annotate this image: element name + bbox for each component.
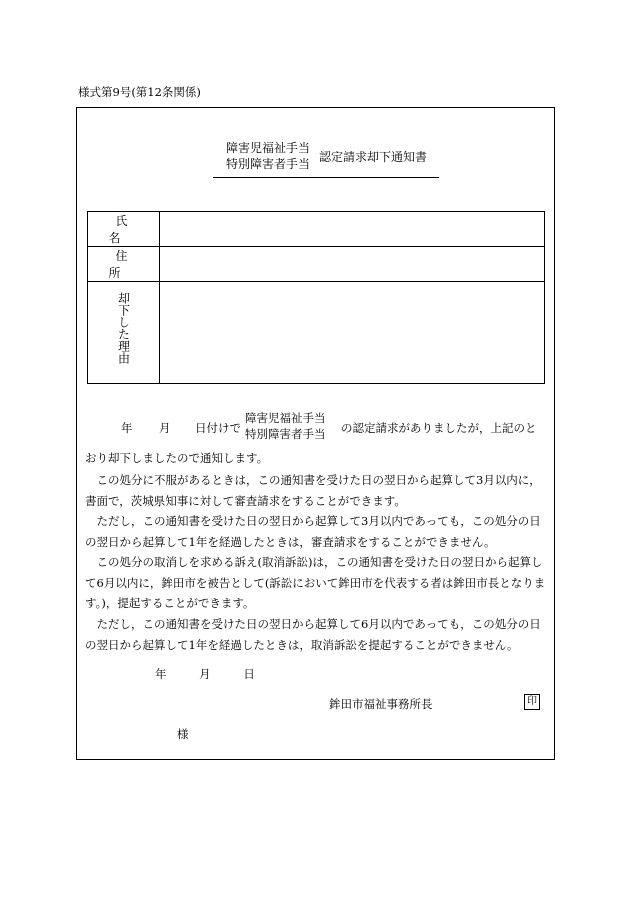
lead-year: 年	[121, 421, 133, 435]
issue-day: 日	[243, 667, 255, 681]
lawsuit-limit-paragraph: ただし，この通知書を受けた日の翌日から起算して6月以内であっても，この処分の日の翌日から起算して1年を経過したときは，取消訴訟を提起することができません。	[85, 617, 541, 652]
lead-allowance-types	[245, 410, 326, 442]
issue-month: 月	[199, 667, 211, 681]
title-allowance-line1: 障害児福祉手当	[225, 141, 310, 155]
lead-allowance-line1: 障害児福祉手当	[245, 411, 326, 425]
lead-allowance-line2: 特別障害者手当	[245, 427, 326, 441]
lead-tail: の認定請求がありましたが，上記のと	[341, 421, 537, 435]
reason-value-cell[interactable]	[160, 282, 545, 384]
recipient-info-table	[87, 211, 545, 384]
recipient-honorific: 様	[177, 727, 189, 741]
lawsuit-paragraph: この処分の取消しを求める訴え(取消訴訟)は，この通知書を受けた日の翌日から起算して6月以内に，鉾田市を被告として(訴訟において鉾田市を代表する者は鉾田市長となります。)，提起することができます。	[85, 555, 546, 610]
lead-dated: 日付けで	[195, 421, 241, 435]
address-value-cell[interactable]	[160, 247, 545, 282]
lead-sentence	[85, 408, 547, 448]
address-row	[88, 247, 545, 282]
name-label-cell	[88, 212, 160, 247]
notice-frame	[76, 107, 555, 760]
address-label-cell	[88, 247, 160, 282]
address-label: 住所	[108, 249, 146, 280]
issue-year: 年	[155, 667, 167, 681]
reason-label-cell	[88, 282, 160, 384]
reason-label: 却下した理由	[116, 292, 131, 364]
lead-continuation: おり却下しましたので通知します。	[85, 451, 269, 465]
reason-row	[88, 282, 545, 384]
name-value-cell[interactable]	[160, 212, 545, 247]
title-allowance-types	[219, 140, 317, 172]
name-row	[88, 212, 545, 247]
issuer-name: 鉾田市福祉事務所長	[329, 697, 433, 711]
title-allowance-line2: 特別障害者手当	[225, 157, 310, 171]
document-title	[213, 137, 439, 178]
issue-date	[155, 666, 284, 682]
form-number: 様式第9号(第12条関係)	[78, 85, 201, 99]
title-main: 認定請求却下通知書	[319, 150, 428, 164]
appeal-limit-paragraph: ただし，この通知書を受けた日の翌日から起算して3月以内であっても，この処分の日の翌日から起算して1年を経過したときは，審査請求をすることができません。	[85, 514, 541, 549]
name-label: 氏名	[108, 214, 146, 245]
appeal-paragraph: この処分に不服があるときは，この通知書を受けた日の翌日から起算して3月以内に，書面で，茨城県知事に対して審査請求をすることができます。	[85, 473, 541, 508]
lead-month: 月	[159, 421, 171, 435]
seal-box: 印	[524, 694, 540, 710]
